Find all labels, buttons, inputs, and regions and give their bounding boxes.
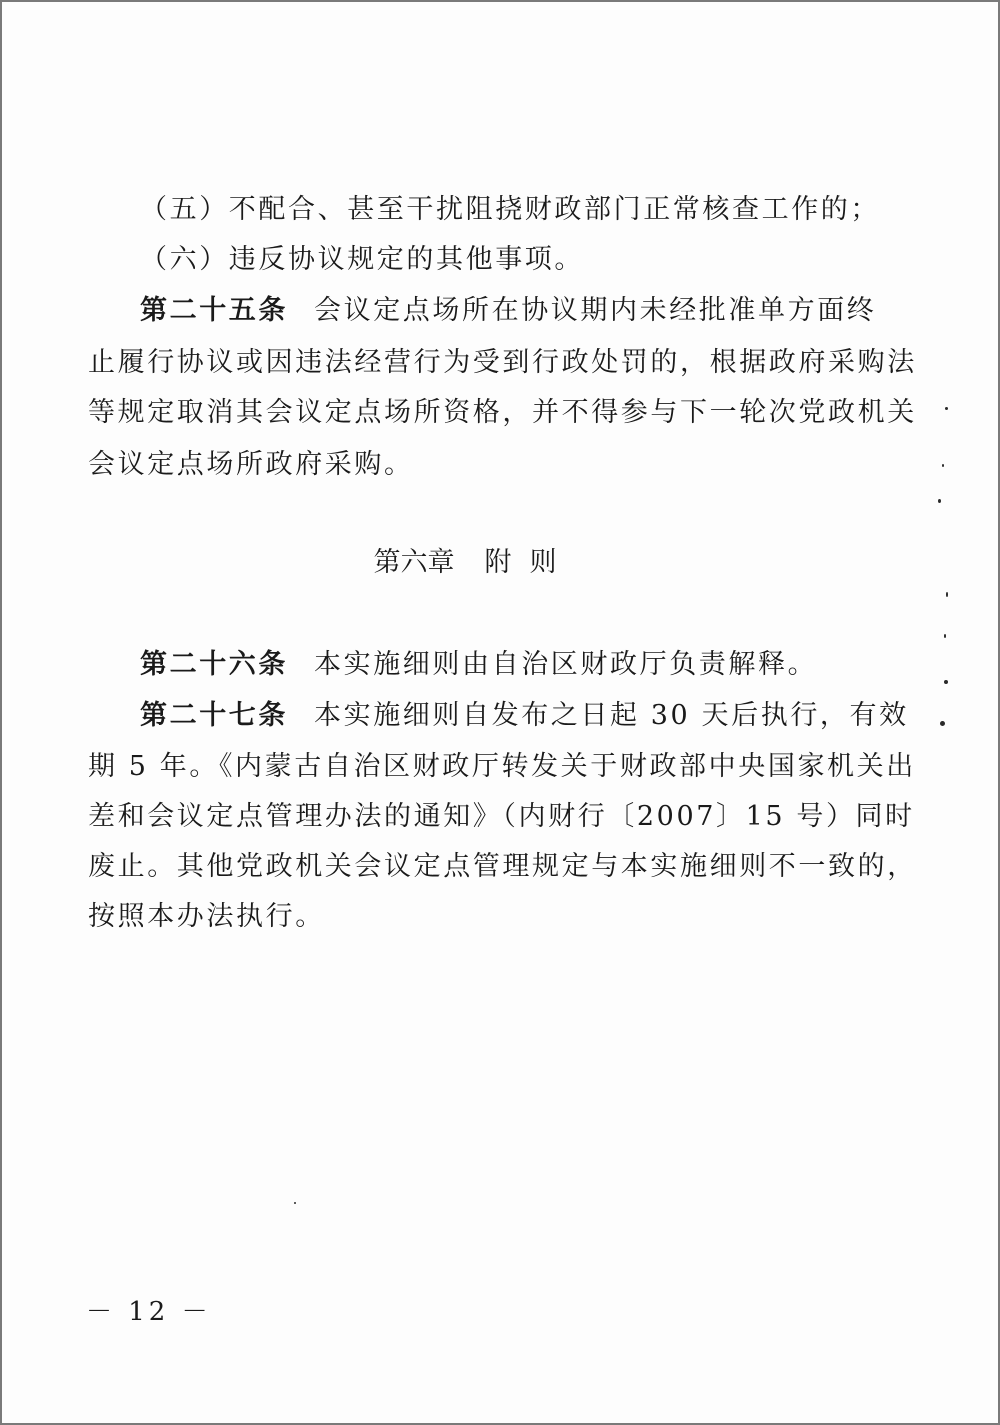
- article-27-line-5: 按照本办法执行。: [88, 901, 325, 932]
- article-27-text-1: 本实施细则自发布之日起 30 天后执行，有效: [314, 700, 909, 731]
- page-number: － 12 －: [86, 1297, 212, 1327]
- article-26-heading: 第二十六条: [140, 649, 288, 680]
- article-27-line-3: 差和会议定点管理办法的通知》（内财行〔2007〕15 号）同时: [88, 801, 915, 832]
- scan-speck: [938, 499, 941, 503]
- article-27-line-1: [140, 698, 909, 734]
- chapter-title-char-2: 则: [529, 547, 557, 578]
- article-26-line-1: [140, 647, 838, 683]
- scan-speck: [944, 680, 948, 684]
- article-27-line-4: 废止。其他党政机关会议定点管理规定与本实施细则不一致的，: [88, 851, 917, 882]
- chapter-number: 第六章: [373, 547, 455, 578]
- chapter-heading: [2, 545, 928, 581]
- article-25-line-2: 止履行协议或因违法经营行为受到行政处罚的，根据政府采购法: [88, 347, 917, 378]
- clause-item-6: （六）违反协议规定的其他事项。: [140, 244, 584, 275]
- article-25-heading: 第二十五条: [140, 295, 288, 326]
- article-26-text-1: 本实施细则由自治区财政厅负责解释。: [314, 649, 818, 680]
- scan-speck: [944, 634, 946, 638]
- scan-speck: [942, 464, 944, 467]
- scan-speck: [945, 407, 948, 410]
- article-25-line-3: 等规定取消其会议定点场所资格，并不得参与下一轮次党政机关: [88, 397, 917, 428]
- scan-speck: [294, 1202, 296, 1204]
- article-27-line-2: 期 5 年。《内蒙古自治区财政厅转发关于财政部中央国家机关出: [88, 751, 916, 782]
- clause-item-5: （五）不配合、甚至干扰阻挠财政部门正常核查工作的；: [140, 194, 880, 225]
- scan-speck: [940, 721, 945, 726]
- scan-speck: [946, 592, 948, 597]
- article-25-text-1: 会议定点场所在协议期内未经批准单方面终: [314, 295, 877, 326]
- article-25-line-1: [140, 293, 877, 329]
- article-27-heading: 第二十七条: [140, 700, 288, 731]
- article-25-line-4: 会议定点场所政府采购。: [88, 449, 414, 480]
- chapter-title-char-1: 附: [484, 547, 512, 578]
